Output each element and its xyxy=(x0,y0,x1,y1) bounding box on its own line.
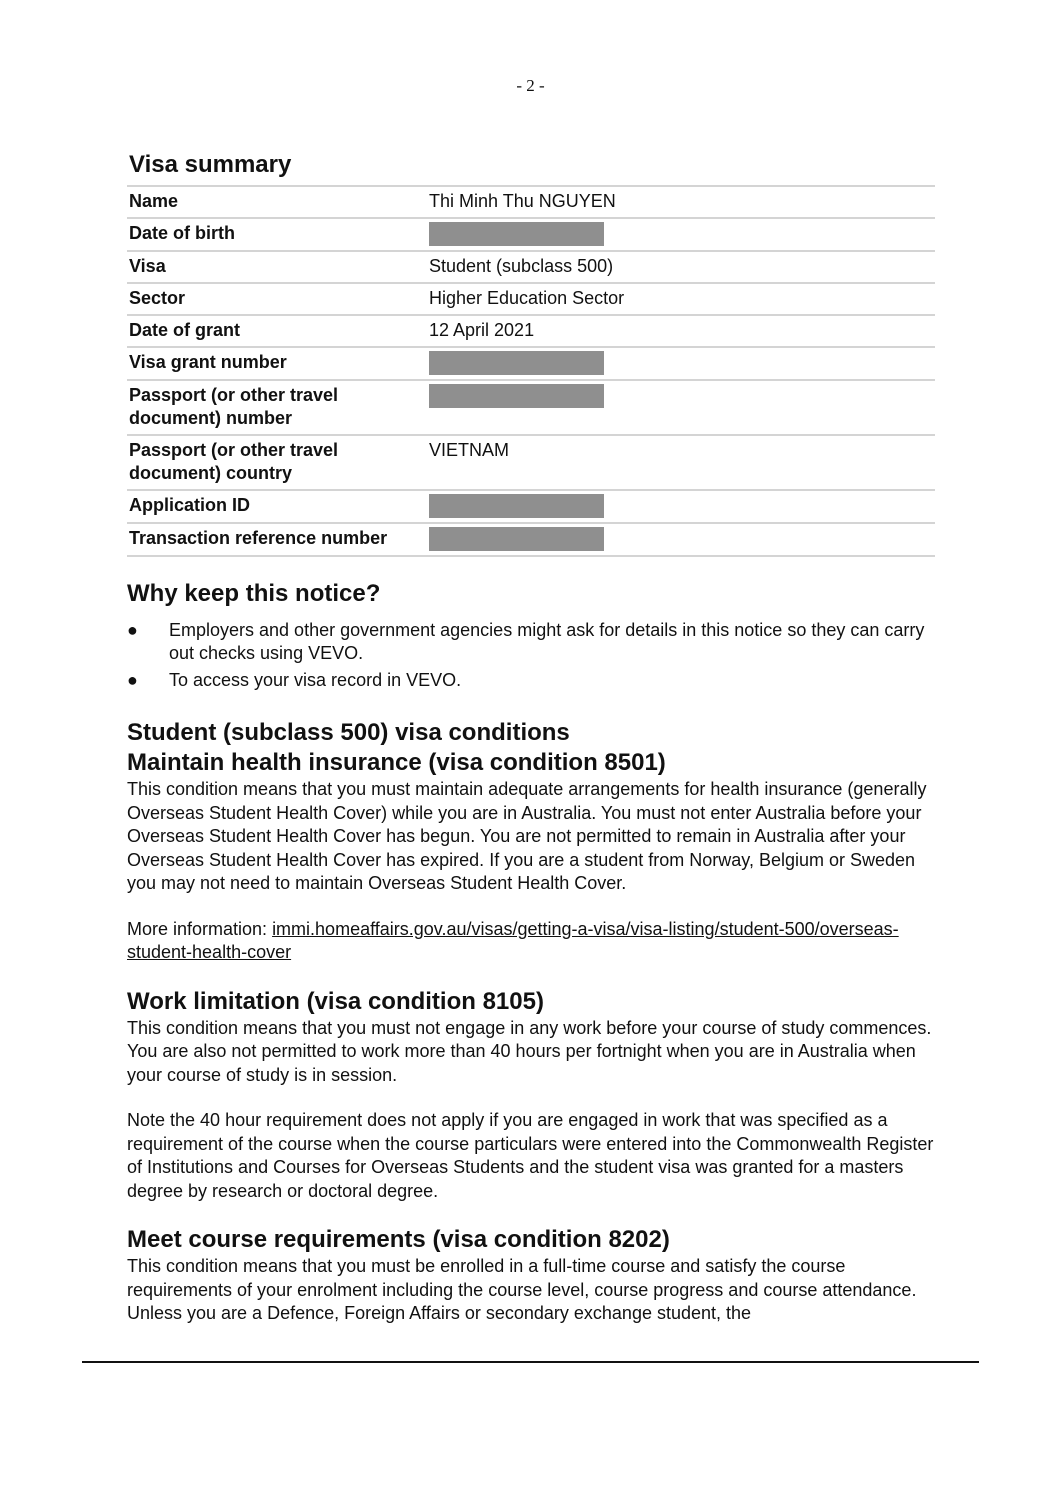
table-row xyxy=(127,435,935,490)
course-requirements-section xyxy=(127,1225,935,1326)
why-keep-section xyxy=(127,579,935,692)
list-item-text: To access your visa record in VEVO. xyxy=(169,670,462,690)
page-number: - 2 - xyxy=(516,76,545,95)
row-value xyxy=(427,490,935,523)
why-keep-list xyxy=(127,619,935,692)
health-insurance-paragraph: This condition means that you must maintain adequate arrangements for health insurance (generally Overseas Student Health Cover) while you are in Australia. You must not enter Australia before your Overseas Student Health Cover has begun. You are not permitted to remain in Australia after your Overseas Student Health Cover has expired. If you are a student from Norway, Belgium or Sweden you may not need to maintain Overseas Student Health Cover. xyxy=(127,779,927,893)
table-row xyxy=(127,380,935,435)
row-value xyxy=(427,218,935,251)
row-label: Name xyxy=(127,186,427,218)
work-limitation-paragraph-2: Note the 40 hour requirement does not apply if you are engaged in work that was specified as a requirement of the course when the course particulars were entered into the Commonwealth Register of Institutions and Courses for Overseas Students and the student visa was granted for a masters degree by research or doctoral degree. xyxy=(127,1110,934,1201)
document-body xyxy=(127,150,935,1326)
redacted-block xyxy=(429,351,604,375)
visa-summary-table xyxy=(127,185,935,557)
more-information xyxy=(127,918,935,965)
redacted-block xyxy=(429,384,604,408)
work-limitation-section xyxy=(127,987,935,1204)
table-row xyxy=(127,347,935,380)
row-label: Date of birth xyxy=(127,218,427,251)
list-item-text: Employers and other government agencies might ask for details in this notice so they can carry out checks using VEVO. xyxy=(169,620,925,663)
list-item xyxy=(127,619,935,665)
table-row xyxy=(127,315,935,347)
row-label: Passport (or other travel document) number xyxy=(127,380,427,435)
bullet-icon: ● xyxy=(127,620,138,640)
row-value xyxy=(427,347,935,380)
conditions-section xyxy=(127,718,935,965)
health-insurance-title: Maintain health insurance (visa condition 8501) xyxy=(127,749,666,776)
bullet-icon: ● xyxy=(127,670,138,690)
table-row xyxy=(127,523,935,556)
list-item xyxy=(127,669,935,692)
row-label: Visa grant number xyxy=(127,347,427,380)
row-label: Transaction reference number xyxy=(127,523,427,556)
course-requirements-paragraph: This condition means that you must be enrolled in a full-time course and satisfy the course requirements of your enrolment including the course level, course progress and course attendance. Unless you are a Defence, Foreign Affairs or secondary exchange student, the xyxy=(127,1256,917,1323)
row-value: Thi Minh Thu NGUYEN xyxy=(427,186,935,218)
redacted-block xyxy=(429,222,604,246)
oshc-link[interactable]: immi.homeaffairs.gov.au/visas/getting-a-visa/visa-listing/student-500/overseas-student-health-cover xyxy=(127,918,899,962)
row-label: Application ID xyxy=(127,490,427,523)
table-row xyxy=(127,218,935,251)
row-label: Passport (or other travel document) country xyxy=(127,435,427,490)
row-value: 12 April 2021 xyxy=(427,315,935,347)
table-row xyxy=(127,283,935,315)
row-label: Sector xyxy=(127,283,427,315)
row-value xyxy=(427,523,935,556)
redacted-block xyxy=(429,494,604,518)
why-keep-title: Why keep this notice? xyxy=(127,580,381,607)
row-value: VIETNAM xyxy=(427,435,935,490)
row-value: Student (subclass 500) xyxy=(427,251,935,283)
row-value: Higher Education Sector xyxy=(427,283,935,315)
redacted-block xyxy=(429,527,604,551)
table-row xyxy=(127,186,935,218)
work-limitation-paragraph-1: This condition means that you must not engage in any work before your course of study commences. You are also not permitted to work more than 40 hours per fortnight when you are in Australia when your course of study is in session. xyxy=(127,1017,932,1085)
course-requirements-title: Meet course requirements (visa condition 8202) xyxy=(127,1226,670,1253)
work-limitation-title: Work limitation (visa condition 8105) xyxy=(127,987,544,1015)
footer-divider xyxy=(82,1361,979,1363)
visa-summary-title: Visa summary xyxy=(129,151,292,178)
conditions-title: Student (subclass 500) visa conditions xyxy=(127,719,570,746)
row-label: Date of grant xyxy=(127,315,427,347)
row-value xyxy=(427,380,935,435)
table-row xyxy=(127,251,935,283)
table-row xyxy=(127,490,935,523)
more-information-label: More information: xyxy=(127,918,273,939)
row-label: Visa xyxy=(127,251,427,283)
